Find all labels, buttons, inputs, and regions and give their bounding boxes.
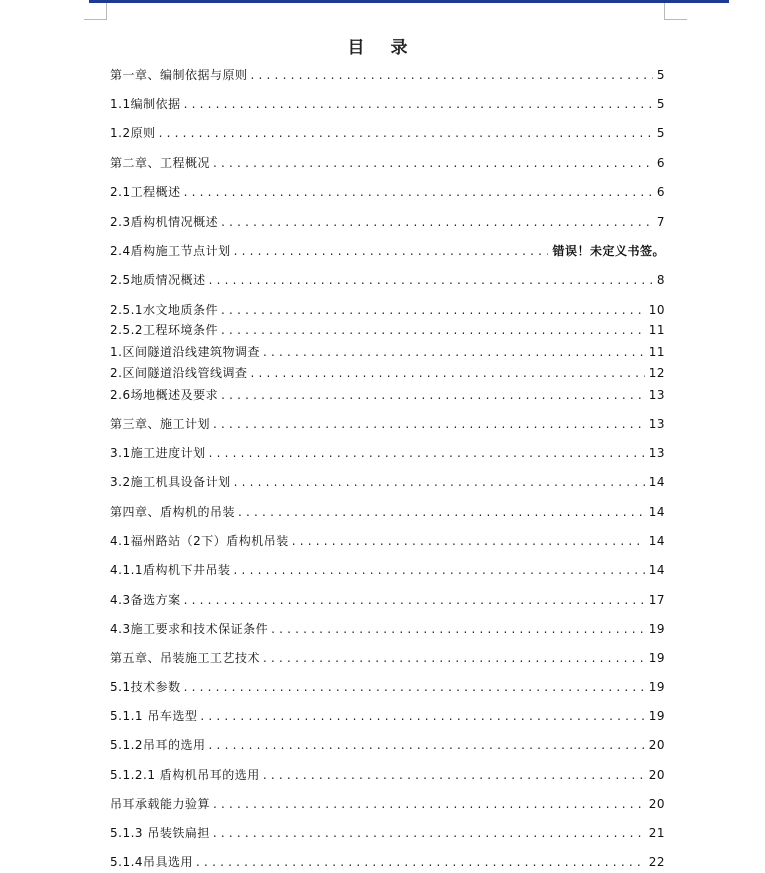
toc-entry[interactable] <box>110 502 665 522</box>
toc-entry[interactable] <box>110 385 665 405</box>
toc-leader-dots <box>213 156 653 170</box>
toc-entry[interactable] <box>110 182 665 202</box>
toc-entry-label: 5.1.1 吊车选型 <box>110 709 198 723</box>
toc-leader-dots <box>221 215 653 229</box>
toc-entry-label: 3.1施工进度计划 <box>110 446 206 460</box>
toc-leader-dots <box>159 126 653 140</box>
toc-entry[interactable] <box>110 677 665 697</box>
toc-leader-dots <box>263 651 645 665</box>
toc-entry-label: 5.1.2吊耳的选用 <box>110 738 206 752</box>
toc-title: 目 录 <box>347 38 418 58</box>
toc-leader-dots <box>184 593 645 607</box>
toc-entry-page: 11 <box>648 323 665 337</box>
toc-entry[interactable] <box>110 765 665 785</box>
toc-entry[interactable] <box>110 320 665 340</box>
toc-entry[interactable] <box>110 531 665 551</box>
toc-entry-label: 1.1编制依据 <box>110 97 181 111</box>
toc-entry-page: 6 <box>656 185 665 199</box>
toc-entry-label: 第二章、工程概况 <box>110 156 211 170</box>
toc-entry-label: 2.区间隧道沿线管线调查 <box>110 366 248 380</box>
toc-entry[interactable] <box>110 619 665 639</box>
toc-entry[interactable] <box>110 852 665 872</box>
toc-entry-label: 吊耳承载能力验算 <box>110 797 211 811</box>
toc-entry-page: 12 <box>648 366 665 380</box>
toc-entry[interactable] <box>110 706 665 726</box>
toc-entry[interactable] <box>110 123 665 143</box>
toc-entry-page: 19 <box>648 680 665 694</box>
toc-leader-dots <box>184 97 653 111</box>
toc-entry-label: 5.1.4吊具选用 <box>110 855 194 869</box>
toc-entry[interactable] <box>110 443 665 463</box>
toc-entry-label: 5.1.2.1 盾构机吊耳的选用 <box>110 768 260 782</box>
toc-entry-page: 17 <box>648 593 665 607</box>
toc-leader-dots <box>184 185 653 199</box>
toc-entry-page: 20 <box>648 797 665 811</box>
toc-entry-label: 2.6场地概述及要求 <box>110 388 219 402</box>
toc-entry-page: 20 <box>648 738 665 752</box>
toc-leader-dots <box>292 534 645 548</box>
toc-entry-label: 4.3备选方案 <box>110 593 181 607</box>
toc-entry-label: 4.1.1盾构机下井吊装 <box>110 563 231 577</box>
toc-entry-label: 第三章、施工计划 <box>110 417 211 431</box>
toc-entry-label: 5.1.3 吊装铁扁担 <box>110 826 210 840</box>
toc-entry-page: 5 <box>656 97 665 111</box>
toc-leader-dots <box>221 323 645 337</box>
toc-entry-label: 1.2原则 <box>110 126 156 140</box>
toc-entry-label: 2.3盾构机情况概述 <box>110 215 219 229</box>
toc-entry-page: 14 <box>648 475 665 489</box>
toc-entry[interactable] <box>110 648 665 668</box>
toc-entry-label: 2.4盾构施工节点计划 <box>110 244 231 258</box>
toc-leader-dots <box>200 709 644 723</box>
toc-leader-dots <box>251 68 653 82</box>
toc-leader-dots <box>250 366 644 380</box>
toc-entry[interactable] <box>110 94 665 114</box>
toc-entry[interactable] <box>110 414 665 434</box>
toc-entry[interactable] <box>110 794 665 814</box>
toc-leader-dots <box>209 273 653 287</box>
toc-entry[interactable] <box>110 823 665 843</box>
toc-entry[interactable] <box>110 212 665 232</box>
toc-leader-dots <box>271 622 645 636</box>
toc-entry-page: 14 <box>648 534 665 548</box>
toc-entry-label: 3.2施工机具设备计划 <box>110 475 231 489</box>
toc-entry-label: 4.3施工要求和技术保证条件 <box>110 622 269 636</box>
toc-entry[interactable] <box>110 363 665 383</box>
toc-leader-dots <box>209 446 645 460</box>
toc-entry[interactable] <box>110 300 665 320</box>
toc-entry-label: 2.5.2工程环境条件 <box>110 323 219 337</box>
toc-entry-page: 13 <box>648 417 665 431</box>
toc-entry-page: 14 <box>648 505 665 519</box>
toc-leader-dots <box>213 797 645 811</box>
toc-leader-dots <box>221 388 645 402</box>
toc-entry[interactable] <box>110 735 665 755</box>
toc-leader-dots <box>234 475 645 489</box>
toc-entry[interactable] <box>110 590 665 610</box>
toc-entry[interactable] <box>110 270 665 290</box>
toc-entry-label: 第一章、编制依据与原则 <box>110 68 248 82</box>
toc-entry-page: 13 <box>648 446 665 460</box>
toc-entry[interactable] <box>110 241 665 261</box>
toc-leader-dots <box>263 345 645 359</box>
toc-entry-label: 2.5地质情况概述 <box>110 273 206 287</box>
toc-leader-dots <box>234 244 549 258</box>
toc-entry-page: 错误！未定义书签。 <box>552 244 665 258</box>
toc-entry-label: 4.1福州路站（2下）盾构机吊装 <box>110 534 289 548</box>
toc-entry-page: 5 <box>656 126 665 140</box>
toc-entry-page: 22 <box>648 855 665 869</box>
toc-leader-dots <box>221 303 645 317</box>
toc-leader-dots <box>234 563 645 577</box>
toc-entry-page: 19 <box>648 651 665 665</box>
toc-leader-dots <box>209 738 645 752</box>
toc-entry-page: 8 <box>656 273 665 287</box>
toc-leader-dots <box>263 768 645 782</box>
toc-entry-label: 1.区间隧道沿线建筑物调查 <box>110 345 260 359</box>
toc-leader-dots <box>196 855 645 869</box>
toc-entry-page: 14 <box>648 563 665 577</box>
toc-entry-label: 2.5.1水文地质条件 <box>110 303 219 317</box>
toc-entry[interactable] <box>110 153 665 173</box>
toc-entry[interactable] <box>110 342 665 362</box>
toc-entry-label: 第四章、盾构机的吊装 <box>110 505 236 519</box>
toc-entry-label: 第五章、吊装施工工艺技术 <box>110 651 261 665</box>
toc-entry-page: 5 <box>656 68 665 82</box>
toc-leader-dots <box>184 680 645 694</box>
toc-entry-label: 2.1工程概述 <box>110 185 181 199</box>
toc-entry[interactable] <box>110 560 665 580</box>
toc-entry-page: 19 <box>648 622 665 636</box>
toc-entry[interactable] <box>110 472 665 492</box>
toc-entry-page: 11 <box>648 345 665 359</box>
toc-entry-page: 20 <box>648 768 665 782</box>
toc-leader-dots <box>213 417 645 431</box>
toc-entry-label: 5.1技术参数 <box>110 680 181 694</box>
toc-entry[interactable] <box>110 65 665 85</box>
toc-entry-page: 6 <box>656 156 665 170</box>
toc-leader-dots <box>213 826 645 840</box>
toc-entry-page: 19 <box>648 709 665 723</box>
toc-leader-dots <box>238 505 645 519</box>
toc-entry-page: 7 <box>656 215 665 229</box>
toc-entry-page: 21 <box>648 826 665 840</box>
toc-entry-page: 13 <box>648 388 665 402</box>
toc-entry-page: 10 <box>648 303 665 317</box>
